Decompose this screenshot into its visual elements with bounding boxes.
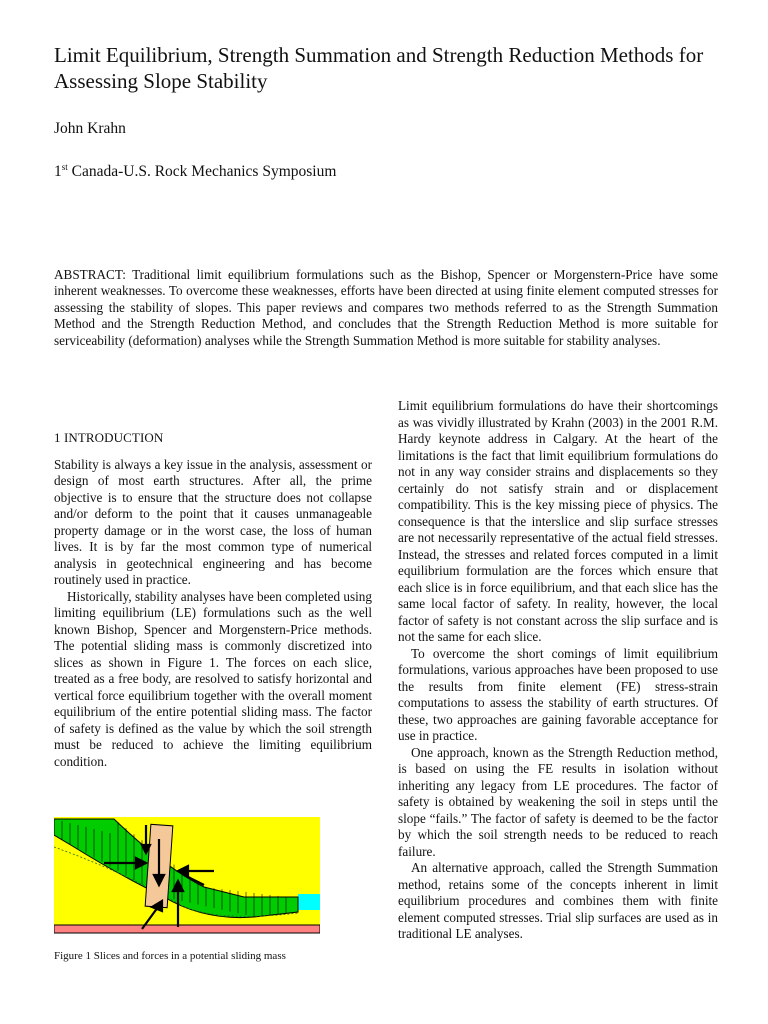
venue-ordinal: 1	[54, 163, 62, 180]
left-column	[54, 430, 372, 770]
right-paragraph-3: One approach, known as the Strength Reduction method, is based on using the FE results in isolation without inheriting any legacy from LE procedures. The factor of safety is obtained by weakening the soil in steps until the slope “fails.” The factor of safety is deemed to be the factor by which the soil strength needs to be reduced to reach failure.	[398, 744, 718, 859]
intro-paragraph-1: Stability is always a key issue in the analysis, assessment or design of most earth structures. After all, the prime objective is to ensure that the structure does not collapse and/or deform to the point that it causes unmanageable property damage or in the worst case, the loss of human lives. It is by far the most common type of numerical analysis in geotechnical engineering and has become routinely used in practice.	[54, 456, 372, 587]
venue-name: Canada-U.S. Rock Mechanics Symposium	[67, 163, 337, 180]
right-column	[398, 398, 718, 943]
abstract: ABSTRACT: Traditional limit equilibrium formulations such as the Bishop, Spencer or Morgenstern-Price have some inherent weaknesses. To overcome these weaknesses, efforts have been directed at using finite element computed stresses for assessing the stability of slopes. This paper reviews and compares two methods referred to as the Strength Summation Method and the Strength Reduction Method, and concludes that the Strength Reduction Method is more suitable for serviceability (deformation) analyses while the Strength Summation Method is more suitable for stability analyses.	[54, 267, 718, 348]
intro-paragraph-2: Historically, stability analyses have been completed using limiting equilibrium (LE) formulations such as the well known Bishop, Spencer and Morgenstern-Price methods. The potential sliding mass is commonly discretized into slices as shown in Figure 1. The forces on each slice, treated as a free body, are resolved to satisfy horizontal and vertical force equilibrium together with the overall moment equilibrium of the entire potential sliding mass. The factor of safety is defined as the value by which the soil strength must be reduced to achieve the limiting equilibrium condition.	[54, 588, 372, 769]
figure-1-slope-diagram	[54, 817, 320, 937]
section-heading-introduction: 1 INTRODUCTION	[54, 430, 164, 445]
right-paragraph-2: To overcome the short comings of limit equilibrium formulations, various approaches have been proposed to use the results from finite element (FE) stress-strain computations to assess the stability of earth structures. Of these, two approaches are gaining favorable acceptance for use in practice.	[398, 645, 718, 743]
right-paragraph-1: Limit equilibrium formulations do have their shortcomings as was vividly illustrated by Krahn (2003) in the 2001 R.M. Hardy keynote address in Calgary. At the heart of the limitations is the fact that limit equilibrium formulations do not in any way consider strains and displacements so they certainly do not satisfy strain and or displacement compatibility. This is the key missing piece of physics. The consequence is that the interslice and slip surface stresses are not necessarily representative of the actual field stresses. Instead, the stresses and related forces computed in a limit equilibrium formulation are the forces which ensure that each slice is in force equilibrium, and that each slice has the same local factor of safety. In reality, however, the local factor of safety is not constant across the slip surface and is not the same for each slice.	[398, 398, 718, 644]
figure-caption: Figure 1 Slices and forces in a potential sliding mass	[54, 950, 286, 962]
right-paragraph-4: An alternative approach, called the Strength Summation method, retains some of the concepts inherent in limit equilibrium procedures and combines them with finite element computed stresses. Trial slip surfaces are used as in traditional LE analyses.	[398, 860, 718, 941]
venue	[54, 163, 336, 181]
water-table-zone	[298, 894, 320, 910]
paper-title: Limit Equilibrium, Strength Summation and Strength Reduction Methods for Assessing Slope Stability	[54, 43, 704, 93]
author-name: John Krahn	[54, 120, 126, 137]
bedrock-layer	[54, 925, 320, 933]
venue-ordinal-suffix: st	[61, 162, 68, 172]
